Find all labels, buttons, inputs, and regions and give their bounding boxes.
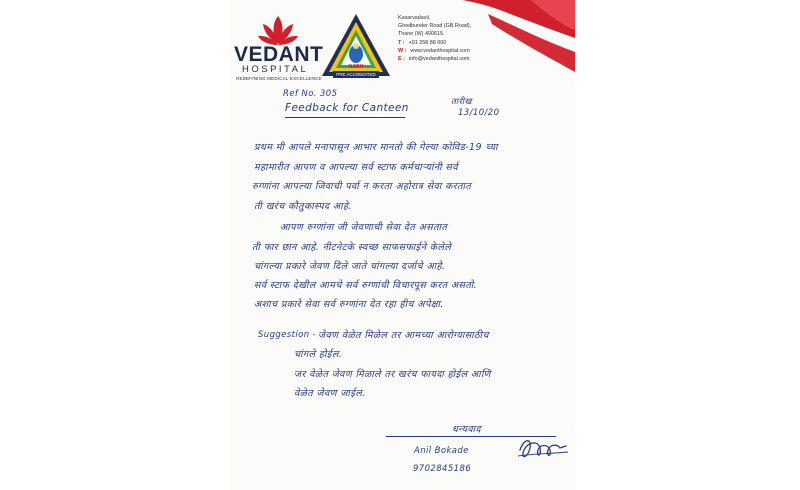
web-value: www.vedanthospital.com (410, 47, 470, 54)
body-line-2: महामारीत आपण व आपल्या सर्व स्टाफ कर्मचाऱ्यांनी सर्व (254, 162, 458, 173)
suggestion-line-1: जेवण वेळेत मिळेल तर आमच्या आरोग्यासाठीच (318, 330, 489, 341)
ref-number: Ref No. 305 (283, 89, 338, 99)
body-line-1: प्रथम मी आपले मनापासून आभार मानतो की गेल्या कोविड-19 च्या (254, 142, 498, 153)
address-line-1: Kasarvadavli, (398, 15, 431, 21)
date-label: तारीख (451, 97, 472, 107)
hospital-address-block (398, 14, 518, 63)
body-line-9: अशाच प्रकारे सेवा सर्व रुग्णांना देत रहा हीच अपेक्षा. (254, 299, 444, 310)
web-key: W : (398, 47, 407, 54)
body-line-8: सर्व स्टाफ देखील आमचे सर्व रुग्णांची विचारपूस करत असतो. (254, 280, 478, 291)
signer-phone: 9702845186 (413, 464, 472, 474)
body-line-5: आपण रुग्णांना जी जेवणाची सेवा देत असतात (280, 222, 448, 233)
address-line-2: Ghodbunder Road (GB Road), (398, 23, 472, 30)
badge-pre-accredited-label: PRE ACCREDITED (333, 71, 379, 78)
letter-date: 13/10/20 (458, 108, 500, 118)
web-row (398, 47, 518, 55)
suggestion-label: Suggestion - (258, 330, 317, 340)
handwritten-signature (514, 434, 575, 464)
badge-caption: NABH (348, 64, 364, 70)
body-line-3: रुग्णांना आपल्या जिवाची पर्वा न करता अहोरात्र सेवा करतात (252, 181, 472, 192)
address-line-3: Thane (W) 400615. (398, 31, 445, 38)
body-line-4: ती खरंच कौतुकास्पद आहे. (254, 201, 352, 212)
hospital-tagline: REDEFINING MEDICAL EXCELLENCE (236, 76, 322, 81)
signer-name: Anil Bokade (414, 446, 469, 456)
phone-value: +91 258 88 000 (408, 39, 447, 46)
phone-key: T : (398, 39, 405, 46)
feedback-letter-page (230, 0, 575, 490)
closing-thanks: धन्यवाद (452, 424, 481, 435)
email-row (398, 55, 518, 63)
suggestion-line-2: चांगले होईल. (294, 349, 343, 360)
subject-underline (285, 117, 405, 118)
letter-subject: Feedback for Canteen (285, 102, 409, 114)
hospital-brand-name: VEDANT (234, 43, 324, 66)
email-key: E : (398, 56, 405, 63)
suggestion-line-3: जर वेळेत जेवण मिळाले तर खरंच फायदा होईल आणि (294, 369, 491, 380)
suggestion-line-4: वेळेत जेवण जाईल. (294, 388, 366, 399)
email-value: info@vedanthospital.com (408, 56, 470, 63)
phone-row (398, 39, 518, 47)
body-line-6: ती फार छान आहे. नीटनेटके स्वच्छ साफसफाईने केलेले (252, 242, 452, 253)
hospital-brand-sub: HOSPITAL (242, 64, 309, 75)
body-line-7: चांगल्या प्रकारे जेवण दिले जाते चांगल्या दर्जाचे आहे. (254, 261, 446, 272)
